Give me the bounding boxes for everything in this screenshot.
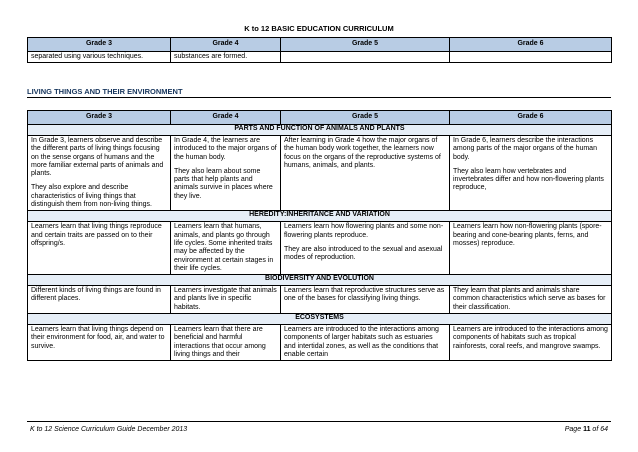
table-cell — [171, 286, 281, 314]
cell-paragraph: Learners learn how non-flowering plants (spore-bearing and cone-bearing plants, ferns, and mosses) reproduce. — [453, 223, 602, 247]
table-cell — [281, 52, 450, 63]
table-cell — [171, 136, 281, 211]
table-cell: separated using various techniques. — [28, 52, 171, 63]
document-header-title: K to 12 BASIC EDUCATION CURRICULUM — [244, 24, 394, 33]
cell-paragraph: In Grade 3, learners observe and describe the different parts of living things focusing on the sense organs of humans and the more familiar external parts of animals and plants. — [31, 137, 164, 178]
cell-paragraph: They learn that plants and animals share common characteristics which serve as bases for their classification. — [453, 287, 606, 311]
cell-paragraph: Learners learn how flowering plants and some non-flowering plants reproduce. — [284, 223, 444, 239]
cell-paragraph: In Grade 4, the learners are introduced to the major organs of the human body. — [174, 137, 277, 161]
cell-paragraph: Learners learn that living things depend on their environment for food, air, and water to survive. — [31, 326, 165, 350]
table-row — [28, 325, 612, 361]
footer-divider — [27, 421, 611, 422]
table-cell — [450, 286, 612, 314]
table-cell — [281, 136, 450, 211]
table-cell — [281, 325, 450, 361]
page-total: of 64 — [592, 426, 608, 433]
table-cell — [171, 222, 281, 275]
cell-paragraph: They are also introduced to the sexual and asexual modes of reproduction. — [284, 245, 443, 262]
table-cell — [281, 222, 450, 275]
cell-paragraph: They also learn how vertebrates and invertebrates differ and how non-flowering plants reproduce, — [453, 167, 604, 192]
cell-paragraph: Learners learn that humans, animals, and plants go through life cycles. Some inherited traits may be affected by the environment at certain stages in their life cycles. — [174, 223, 274, 272]
section-divider — [27, 97, 611, 98]
table-cell — [28, 286, 171, 314]
table-cell — [28, 222, 171, 275]
grade-5-header: Grade 5 — [281, 111, 450, 125]
table-row — [28, 222, 612, 275]
table-cell — [28, 136, 171, 211]
grade-header-row — [28, 111, 612, 125]
footer-page-number — [565, 426, 608, 433]
top-grade-table — [27, 37, 612, 63]
table-cell — [450, 52, 612, 63]
table-cell — [450, 222, 612, 275]
cell-paragraph: Learners learn that reproductive structures serve as one of the bases for classifying living things. — [284, 287, 445, 303]
table-cell — [450, 325, 612, 361]
curriculum-table — [27, 110, 612, 361]
table-row — [28, 286, 612, 314]
grade-4-header: Grade 4 — [171, 38, 281, 52]
grade-3-header: Grade 3 — [28, 111, 171, 125]
cell-paragraph: They also learn about some parts that help plants and animals survive in places where they live. — [174, 167, 273, 200]
band-title-parts-and-function: PARTS AND FUNCTION OF ANIMALS AND PLANTS — [28, 125, 612, 136]
page-label: Page — [564, 426, 582, 433]
band-row — [28, 125, 612, 136]
page-current: 11 — [583, 426, 591, 433]
grade-5-header: Grade 5 — [281, 38, 450, 52]
cell-paragraph: After learning in Grade 4 how the major organs of the human body work together, the learners now focus on the organs of the reproductive systems of humans, animals, and plants. — [284, 137, 441, 169]
table-row — [28, 136, 612, 211]
table-cell — [28, 325, 171, 361]
grade-4-header: Grade 4 — [171, 111, 281, 125]
cell-paragraph: Learners investigate that animals and plants live in specific habitats. — [174, 287, 277, 311]
cell-paragraph: Learners learn that living things reproduce and certain traits are passed on to their offspring/s. — [31, 223, 162, 247]
grade-header-row — [28, 38, 612, 52]
table-cell — [171, 325, 281, 361]
grade-6-header: Grade 6 — [450, 38, 612, 52]
cell-paragraph: Different kinds of living things are found in different places. — [31, 287, 161, 303]
grade-6-header: Grade 6 — [450, 111, 612, 125]
table-cell — [450, 136, 612, 211]
table-cell — [281, 286, 450, 314]
table-cell: substances are formed. — [171, 52, 281, 63]
band-row — [28, 211, 612, 222]
band-row — [28, 314, 612, 325]
band-title-heredity: HEREDITY:INHERITANCE AND VARIATION — [28, 211, 612, 222]
band-title-biodiversity: BIODIVERSITY AND EVOLUTION — [28, 275, 612, 286]
table-row — [28, 52, 612, 63]
band-row — [28, 275, 612, 286]
band-title-ecosystems: ECOSYSTEMS — [28, 314, 612, 325]
section-title: LIVING THINGS AND THEIR ENVIRONMENT — [27, 87, 183, 96]
footer-guide-title: K to 12 Science Curriculum Guide December 2013 — [30, 426, 188, 433]
grade-3-header: Grade 3 — [28, 38, 171, 52]
cell-paragraph: Learners are introduced to the interactions among components of habitats such as tropical rainforests, coral reefs, and mangrove swamps. — [453, 326, 608, 350]
cell-paragraph: Learners are introduced to the interactions among components of larger habitats such as estuaries and intertidal zones, as well as the conditions that enable certain — [284, 326, 439, 358]
cell-paragraph: They also explore and describe characteristics of living things that distinguish them from non-living things. — [31, 184, 153, 209]
cell-paragraph: In Grade 6, learners describe the interactions among parts of the major organs of the human body. — [453, 137, 597, 161]
cell-paragraph: Learners learn that there are beneficial and harmful interactions that occur among living things and their — [174, 326, 266, 358]
